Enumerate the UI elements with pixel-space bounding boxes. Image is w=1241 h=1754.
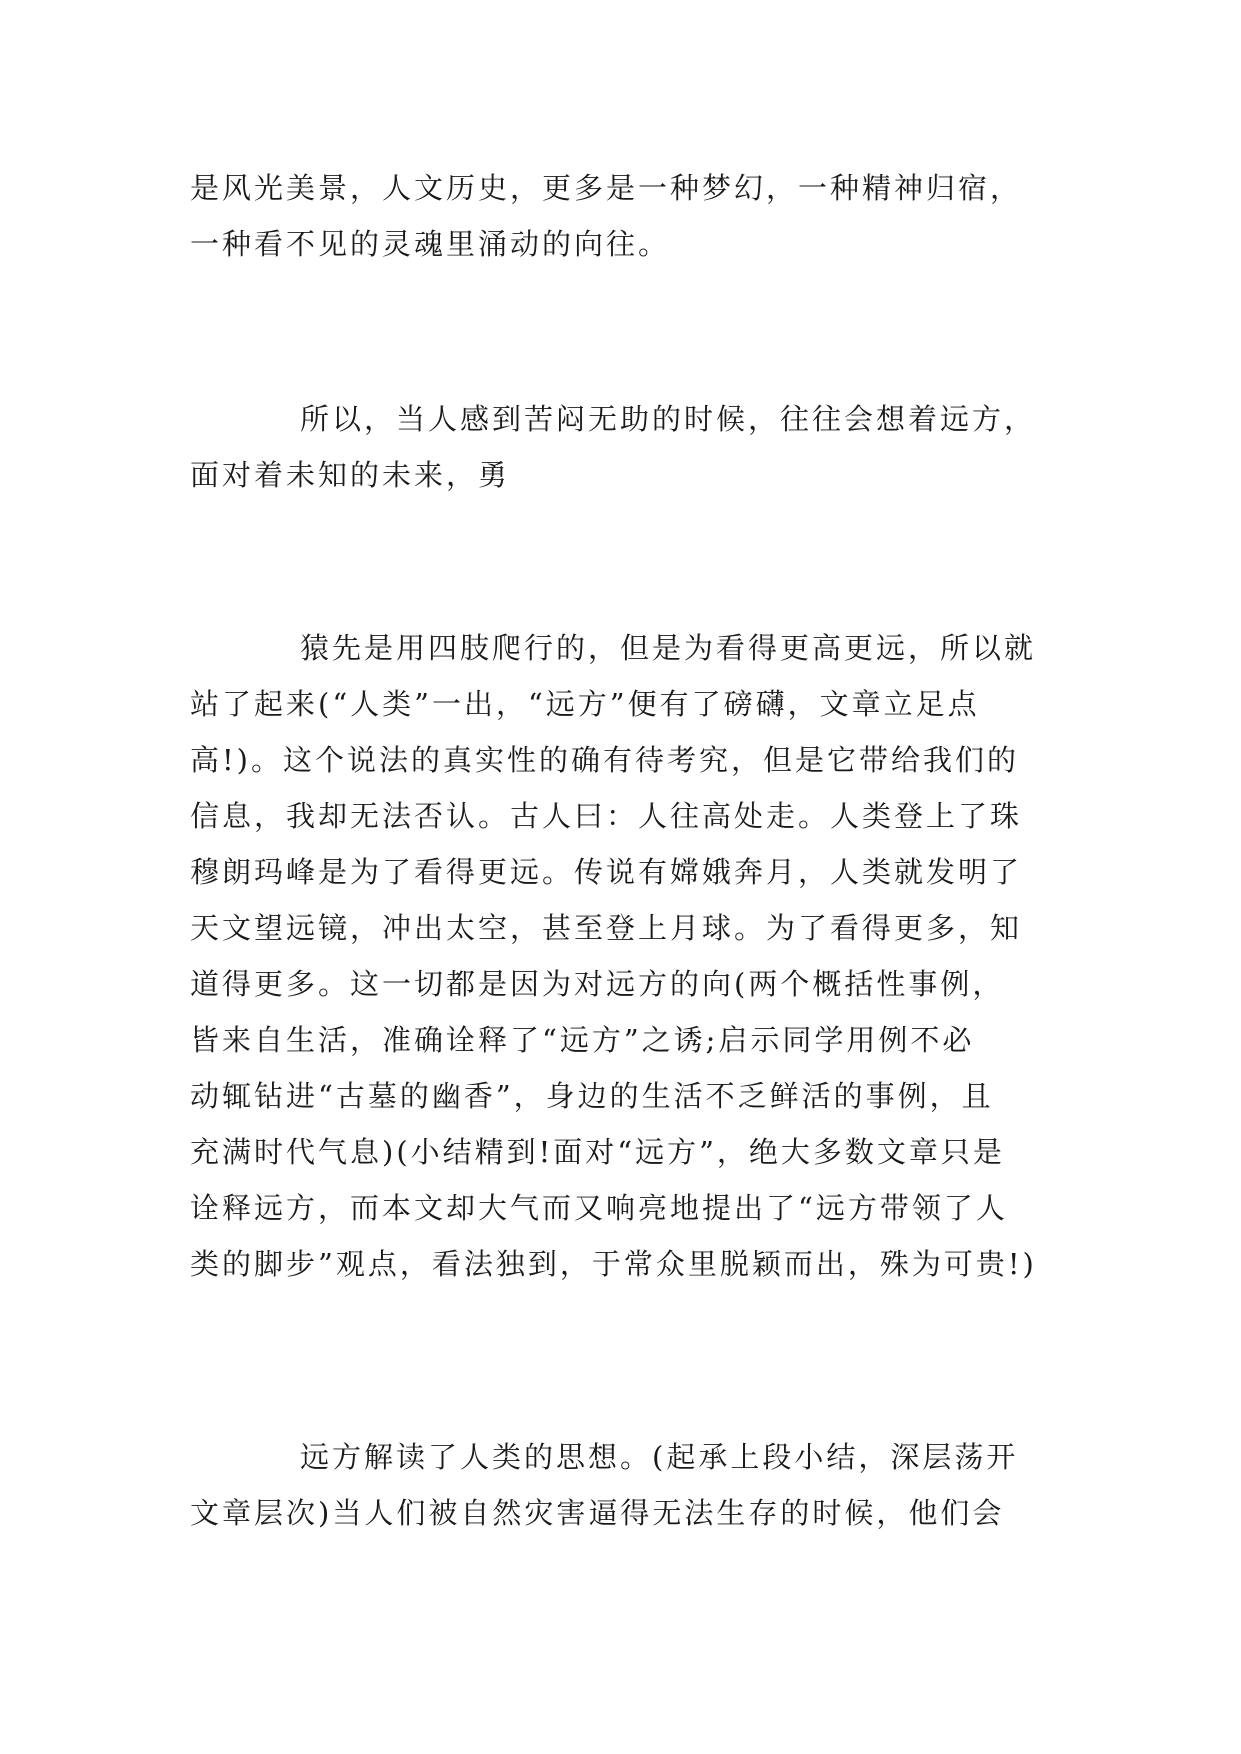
text-line: 面对着未知的未来，勇 — [190, 458, 511, 492]
text-line: 道得更多。这一切都是因为对远方的向(两个概括性事例， — [190, 967, 1005, 1001]
text-line: 天文望远镜，冲出太空，甚至登上月球。为了看得更多，知 — [190, 911, 1023, 945]
text-line: 文章层次)当人们被自然灾害逼得无法生存的时候，他们会 — [190, 1496, 1005, 1530]
text-line: 一种看不见的灵魂里涌动的向往。 — [190, 227, 671, 261]
text-line: 皆来自生活，准确诠释了“远方”之诱;启示同学用例不必 — [190, 1023, 975, 1057]
text-line: 站了起来(“人类”一出，“远方”便有了磅礴，文章立足点 — [190, 687, 980, 721]
text-line: 信息，我却无法否认。古人曰：人往高处走。人类登上了珠 — [190, 799, 1023, 833]
text-line: 所以，当人感到苦闷无助的时候，往往会想着远方， — [300, 402, 1037, 436]
text-line: 远方解读了人类的思想。(起承上段小结，深层荡开 — [300, 1440, 1019, 1474]
text-line: 充满时代气息)(小结精到!面对“远方”，绝大多数文章只是 — [190, 1135, 1005, 1169]
text-line: 穆朗玛峰是为了看得更远。传说有嫦娥奔月，人类就发明了 — [190, 855, 1023, 889]
text-line: 诠释远方，而本文却大气而又响亮地提出了“远方带领了人 — [190, 1191, 1008, 1225]
text-line: 动辄钻进“古墓的幽香”，身边的生活不乏鲜活的事例，且 — [190, 1079, 994, 1113]
text-line: 是风光美景，人文历史，更多是一种梦幻，一种精神归宿， — [190, 171, 1023, 205]
paragraph-1 — [190, 160, 1050, 272]
paragraph-4 — [190, 1429, 1050, 1541]
paragraph-3 — [190, 620, 1050, 1292]
text-line: 类的脚步”观点，看法独到，于常众里脱颖而出，殊为可贵!) — [190, 1247, 1037, 1281]
paragraph-2 — [190, 391, 1050, 503]
text-line: 高!)。这个说法的真实性的确有待考究，但是它带给我们的 — [190, 743, 1019, 777]
text-line: 猿先是用四肢爬行的，但是为看得更高更远，所以就 — [300, 631, 1037, 665]
